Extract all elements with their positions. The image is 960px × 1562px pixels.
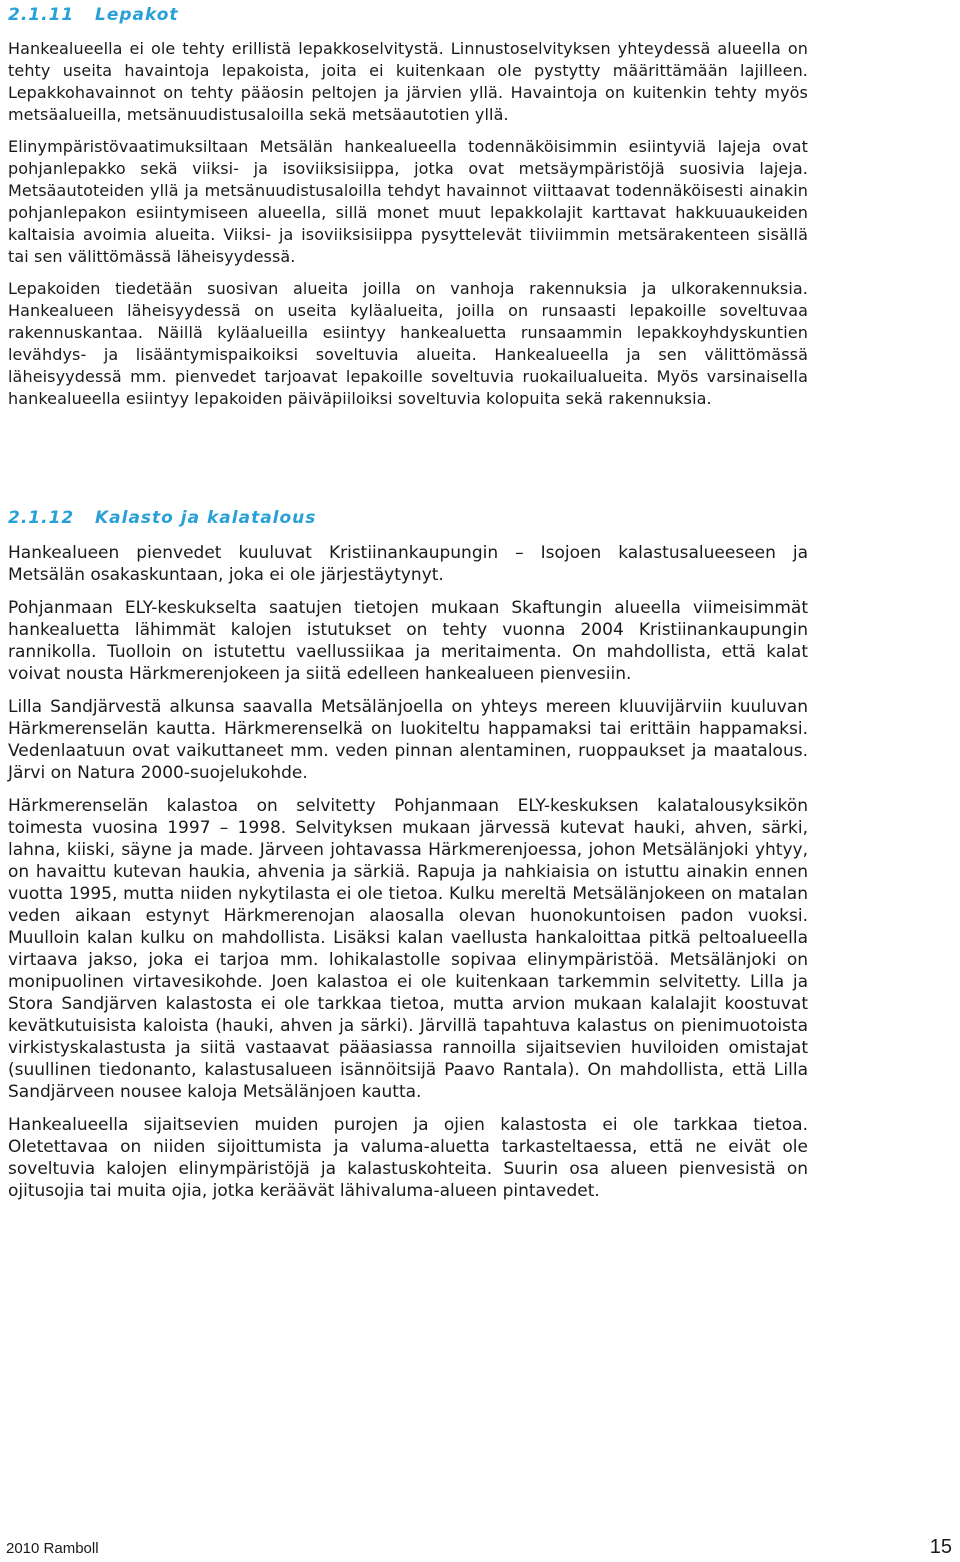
paragraph: Lilla Sandjärvestä alkunsa saavalla Metsälänjoella on yhteys mereen kluuvijärviin kuuluvan Härkmerenselän kautta. Härkmerenselkä on luokiteltu happamaksi tai erittäin happamaksi. Vedenlaatuun ovat vaikuttaneet mm. veden pinnan alentaminen, ruoppaukset ja maatalous. Järvi on Natura 2000-suojelukohde.: [8, 697, 808, 783]
paragraph: Hankealueella sijaitsevien muiden purojen ja ojien kalastosta ei ole tarkkaa tietoa. Oletettavaa on niiden sijoittumista ja valuma-aluetta tarkasteltaessa, että ne eivät ole soveltuvia kalojen elinympäristöjä ja kalastuskohteita. Suurin osa alueen pienvesistä on ojitusojia tai muita ojia, jotka keräävät lähivaluma-alueen pintavedet.: [8, 1115, 808, 1201]
paragraph: Hankealueella ei ole tehty erillistä lepakkoselvitystä. Linnustoselvityksen yhteydessä alueella on tehty useita havaintoja lepakoista, joita ei kuitenkaan ole pystytty määrittämään lajilleen. Lepakkohavainnot on tehty pääosin peltojen ja järvien yllä. Havaintoja on kuitenkin tehty myös metsäalueilla, metsänuudistusaloilla sekä metsäautotien yllä.: [8, 39, 808, 124]
paragraph: Hankealueen pienvedet kuuluvat Kristiinankaupungin – Isojoen kalastusalueeseen ja Metsälän osakaskuntaan, joka ei ole järjestäytynyt.: [8, 543, 808, 585]
paragraph: Lepakoiden tiedetään suosivan alueita joilla on vanhoja rakennuksia ja ulkorakennuksia. Hankealueen läheisyydessä on useita kyläalueita, joilla on runsaasti lepakoille soveltuvaa rakennuskantaa. Näillä kyläalueilla esiintyy hankealuetta runsaammin lepakkoyhdyskuntien levähdys- ja lisääntymispaikoiksi soveltuvia alueita. Hankealueella ja sen välittömässä läheisyydessä mm. pienvedet tarjoavat lepakoille soveltuvia ruokailualueita. Myös varsinaisella hankealueella esiintyy lepakoiden päiväpiiloiksi soveltuvia kolopuita sekä rakennuksia.: [8, 279, 808, 408]
section-body-lepakot: [8, 38, 808, 420]
paragraph: Härkmerenselän kalastoa on selvitetty Pohjanmaan ELY-keskuksen kalatalousyksikön toimesta vuosina 1997 – 1998. Selvityksen mukaan järvessä kutevat hauki, ahven, särki, lahna, kiiski, säyne ja made. Järveen johtavassa Härkmerenjoessa, johon Metsälänjoki yhtyy, on havaittu kutevan haukia, ahvenia ja särkiä. Rapuja ja nahkiaisia on istuttu ainakin ennen vuotta 1995, mutta niiden nykytilasta ei ole tietoa. Kulku mereltä Metsälänjokeen on matalan veden aikaan estynyt Härkmerenojan alaosalla olevan huonokuntoisen padon vuoksi. Muulloin kalan kulku on mahdollista. Lisäksi kalan vaellusta hankaloittaa pitkä peltoalueella virtaava jakso, joka ei tarjoa mm. lohikalastolle sopivaa elinympäristöä. Metsälänjoki on monipuolinen virtavesikohde. Joen kalastoa ei ole kuitenkaan tarkemmin selvitetty. Lilla ja Stora Sandjärven kalastosta ei ole tarkkaa tietoa, mutta arvion mukaan kalalajit koostuvat kevätkutuisista kaloista (hauki, ahven ja särki). Järvillä tapahtuva kalastus on pienimuotoista virkistyskalastusta ja siitä vastaavat pääasiassa rannoilla sijaitsevien huviloiden omistajat (suullinen tiedonanto, kalastusalueen isännöitsijä Paavo Rantala). On mahdollista, että Lilla Sandjärveen nousee kaloja Metsälänjoen kautta.: [8, 796, 808, 1102]
paragraph: Pohjanmaan ELY-keskukselta saatujen tietojen mukaan Skaftungin alueella viimeisimmät hankealuetta lähimmät kalojen istutukset on tehty vuonna 2004 Kristiinankaupungin rannikolla. Tuolloin on istutettu vaellussiikaa ja meritaimenta. On mahdollista, että kalat voivat nousta Härkmerenjokeen ja siitä edelleen hankealueen pienvesiin.: [8, 598, 808, 684]
section-heading-kalasto: 2.1.12 Kalasto ja kalatalous: [8, 508, 317, 528]
page-footer: [0, 1532, 960, 1562]
footer-company: 2010 Ramboll: [6, 1540, 99, 1557]
paragraph: Elinympäristövaatimuksiltaan Metsälän hankealueella todennäköisimmin esiintyviä lajeja ovat pohjanlepakko sekä viiksi- ja isoviiksisiippa, jotka ovat metsäympäristöjä suosivia lajeja. Metsäautoteiden yllä ja metsänuudistusaloilla tehdyt havainnot viittaavat todennäköisesti ainakin pohjanlepakon esiintymiseen alueella, sillä monet muut lepakkolajit karttavat hakkuuaukeiden kaltaisia avoimia alueita. Viiksi- ja isoviiksisiippa pysyttelevät tiiviimmin metsärakenteen sisällä tai sen välittömässä läheisyydessä.: [8, 137, 808, 266]
section-body-kalasto: [8, 542, 808, 1213]
section-heading-lepakot: 2.1.11 Lepakot: [8, 5, 179, 25]
page-number: 15: [929, 1536, 952, 1558]
